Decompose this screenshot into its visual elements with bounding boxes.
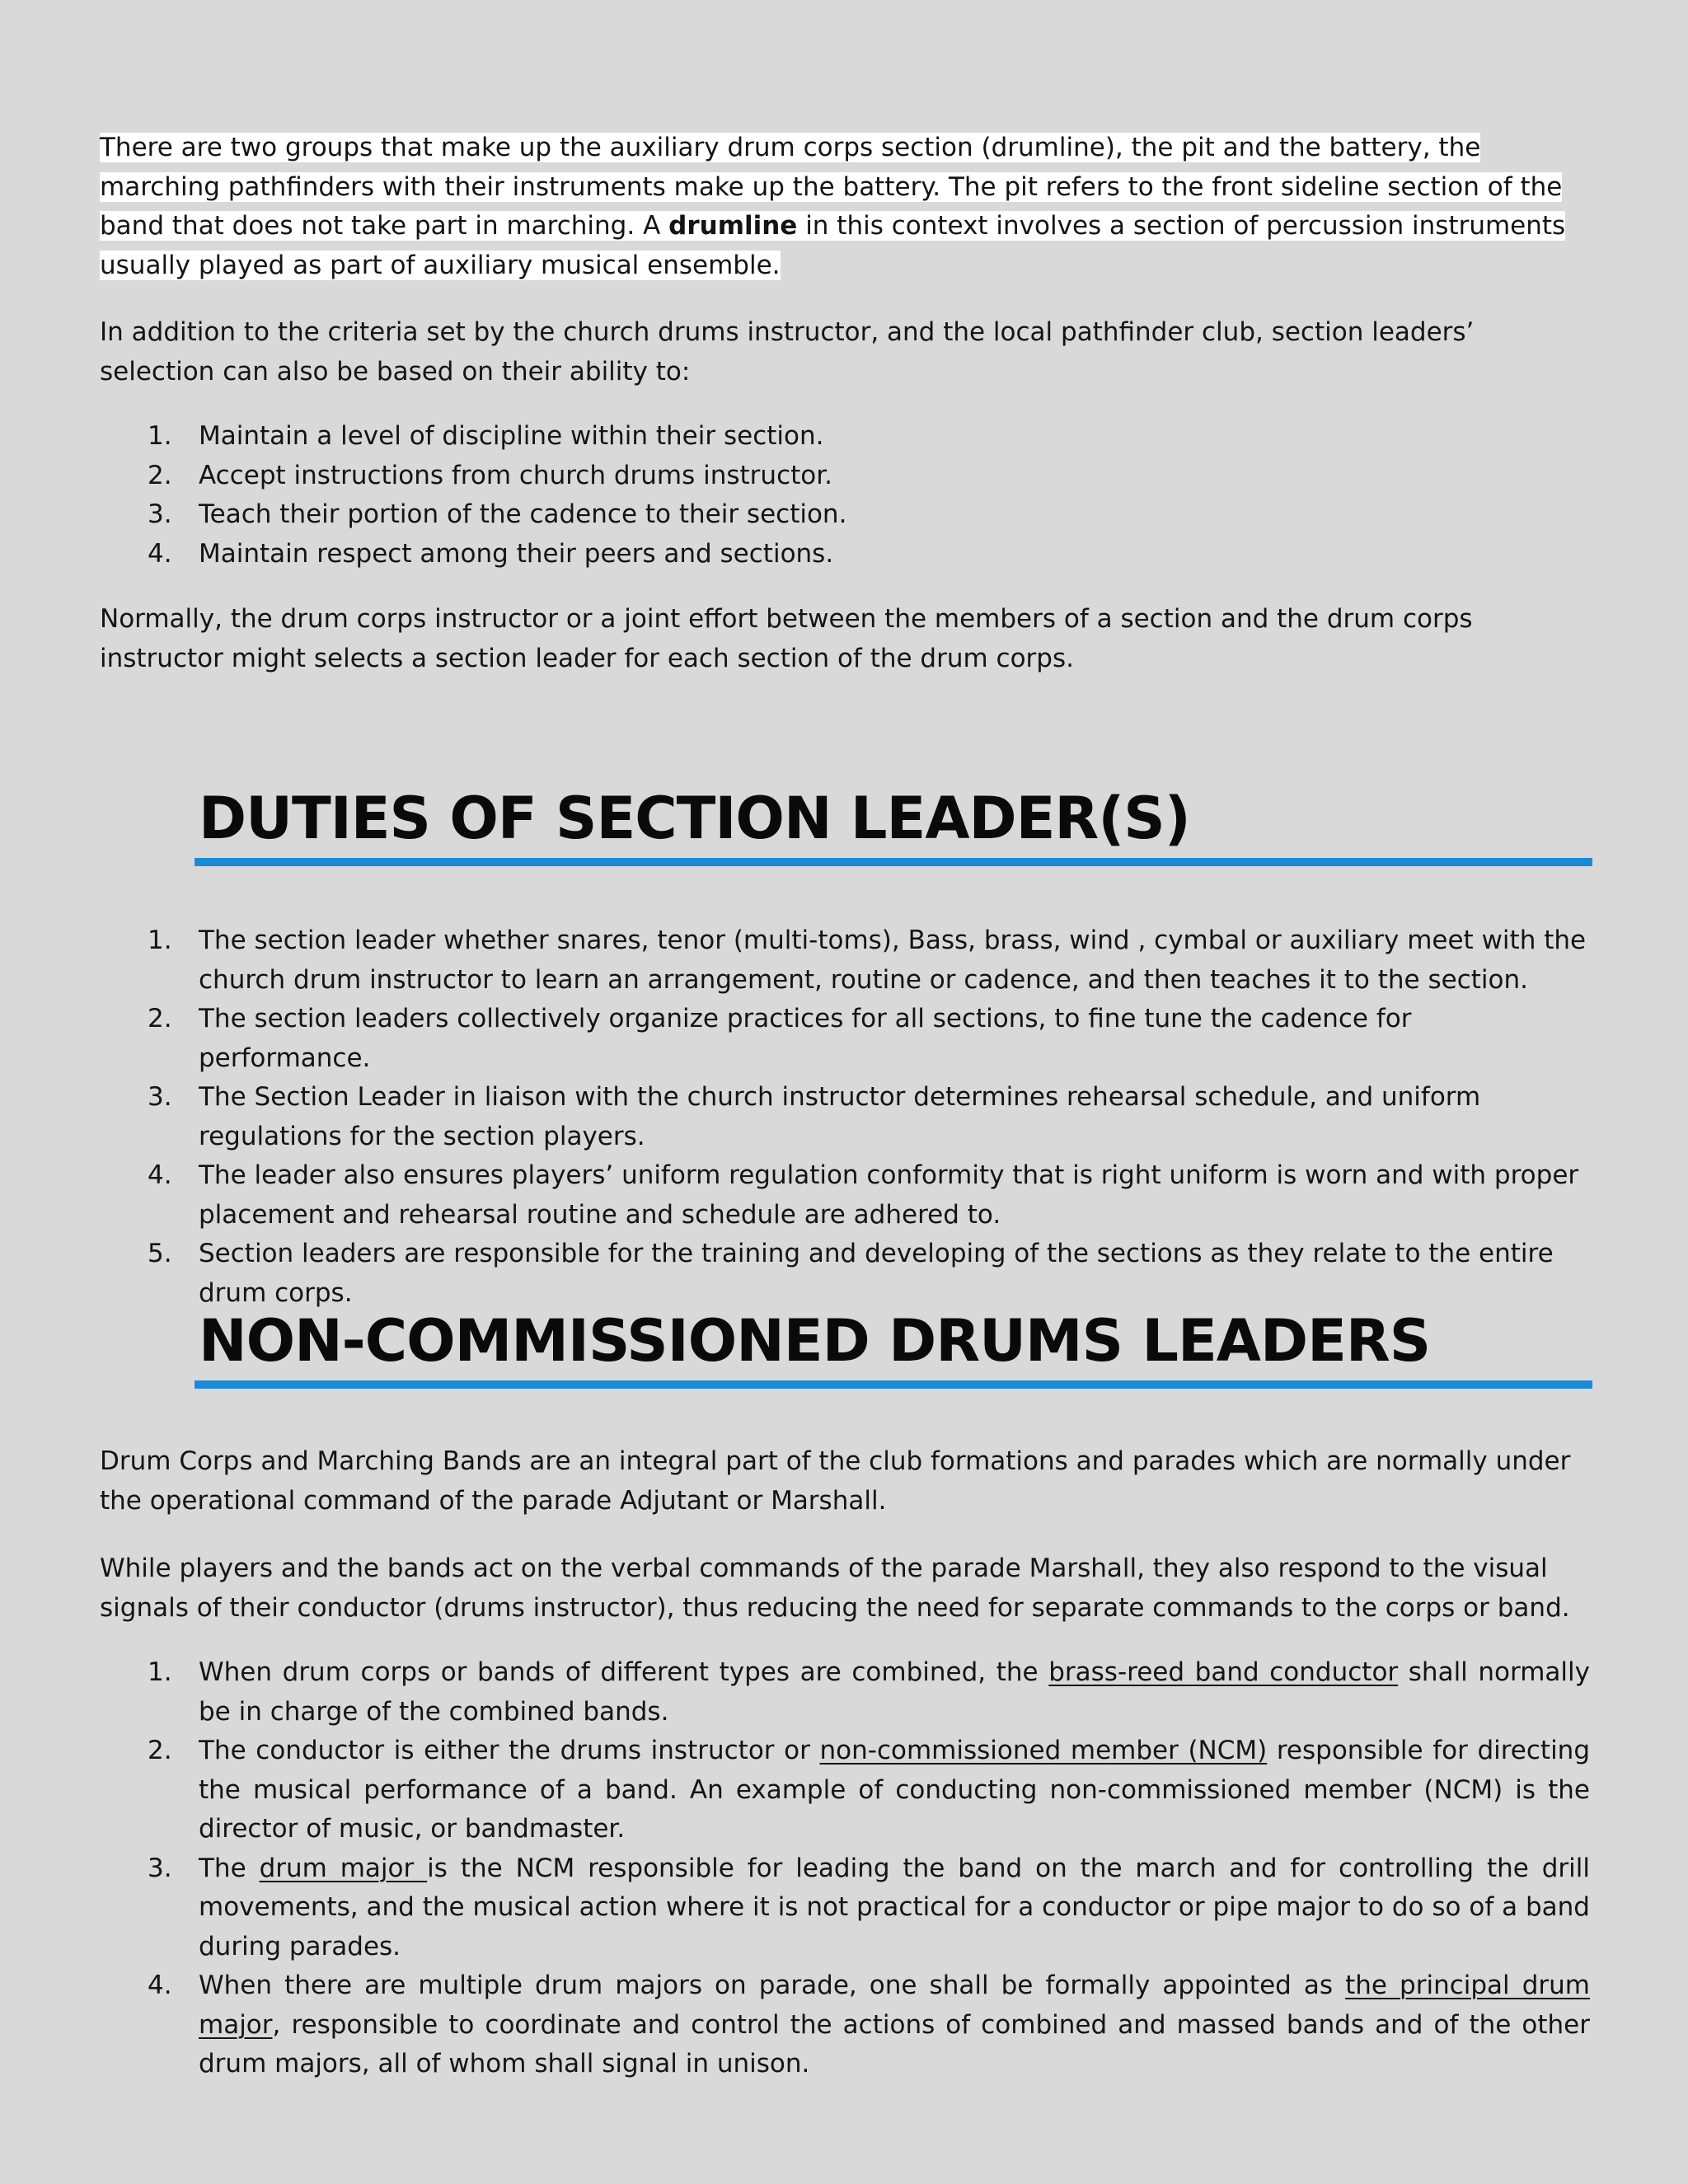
list-item-text: The section leaders collectively organize practices for all sections, to fine tune the cadence for performance. <box>199 1004 1412 1073</box>
ncm-paragraph-1: Drum Corps and Marching Bands are an integral part of the club formations and parades which are normally under the operational command of the parade Adjutant or Marshall. <box>100 1446 1571 1516</box>
criteria-list <box>100 417 1590 574</box>
list-item-text-start: The conductor is either the drums instructor or <box>199 1736 820 1765</box>
heading-underline <box>195 858 1592 866</box>
list-number: 5. <box>148 1239 172 1268</box>
list-item <box>100 1235 1590 1313</box>
list-item <box>100 1156 1590 1235</box>
list-item-text: The Section Leader in liaison with the church instructor determines rehearsal schedule, and uniform regulations for the section players. <box>199 1082 1481 1151</box>
list-number: 2. <box>148 1004 172 1033</box>
list-number: 3. <box>148 1082 172 1112</box>
intro-highlight <box>100 133 1565 280</box>
list-item <box>100 1966 1590 2084</box>
list-item-text: Maintain respect among their peers and sections. <box>199 538 834 569</box>
list-item-text <box>199 1849 1590 1967</box>
list-number: 4. <box>148 538 172 569</box>
principal-drum-major-link[interactable]: the principal drum major <box>199 1971 1590 2040</box>
list-number: 1. <box>148 421 172 451</box>
list-item <box>100 535 1590 574</box>
list-item-text: Section leaders are responsible for the training and developing of the sections as they relate to the entire drum corps. <box>199 1239 1554 1308</box>
duties-list <box>100 921 1590 1313</box>
list-number: 1. <box>148 1657 172 1687</box>
list-item <box>100 1000 1590 1078</box>
list-item <box>100 417 1590 457</box>
list-item-text <box>199 1653 1590 1732</box>
list-number: 3. <box>148 499 172 529</box>
intro-bold-term: drumline <box>668 211 798 241</box>
list-item <box>100 457 1590 496</box>
list-item-text: The section leader whether snares, tenor (multi-toms), Bass, brass, wind , cymbal or auxiliary meet with the church drum instructor to learn an arrangement, routine or cadence, and then teaches it to the section. <box>199 926 1587 995</box>
list-item-text: Teach their portion of the cadence to their section. <box>199 499 847 529</box>
list-number: 4. <box>148 1160 172 1190</box>
list-number: 1. <box>148 926 172 955</box>
ncm-list <box>100 1653 1590 2084</box>
list-item-text <box>199 1966 1590 2084</box>
list-item <box>100 1653 1590 1732</box>
drum-major-link[interactable]: drum major <box>259 1853 428 1883</box>
list-item <box>100 1849 1590 1967</box>
list-number: 2. <box>148 1736 172 1765</box>
list-item-text: Maintain a level of discipline within their section. <box>199 421 824 451</box>
list-item-text-end: responsible for directing the musical performance of a band. An example of conducting non-commissioned member (NCM) is the director of music, or bandmaster. <box>199 1736 1591 1844</box>
selection-note-paragraph: Normally, the drum corps instructor or a joint effort between the members of a section and the drum corps instructor might selects a section leader for each section of the drum corps. <box>100 604 1473 673</box>
duties-heading: DUTIES OF SECTION LEADER(S) <box>199 785 1190 852</box>
list-item-text: Accept instructions from church drums instructor. <box>199 460 832 490</box>
intro-text-start: There are two groups that make up the auxiliary drum corps section (drumline), the pit and the battery, the marching pathfinders with their instruments make up the battery. The pit refers to the front sideline section of the band that does not take part in marching. A <box>100 133 1563 241</box>
list-item-text-start: When drum corps or bands of different types are combined, the <box>199 1657 1049 1687</box>
list-item <box>100 921 1590 1000</box>
list-item-text <box>199 1732 1590 1849</box>
brass-reed-conductor-link[interactable]: brass-reed band conductor <box>1048 1657 1399 1687</box>
intro-text-end: in this context involves a section of percussion instruments usually played as part of auxiliary musical ensemble. <box>100 211 1566 280</box>
intro-paragraph <box>100 129 1590 285</box>
ncm-paragraph-2: While players and the bands act on the verbal commands of the parade Marshall, they also respond to the visual signals of their conductor (drums instructor), thus reducing the need for separate commands to the corps or band. <box>100 1554 1570 1623</box>
list-item-text-start: When there are multiple drum majors on parade, one shall be formally appointed as <box>199 1971 1346 2000</box>
list-number: 3. <box>148 1853 172 1883</box>
list-number: 2. <box>148 460 172 490</box>
ncm-link[interactable]: non-commissioned member (NCM) <box>819 1736 1268 1765</box>
heading-underline <box>195 1380 1592 1389</box>
list-item-text-end: is the NCM responsible for leading the band on the march and for controlling the drill movements, and the musical action where it is not practical for a conductor or pipe major to do so of a band during parades. <box>199 1853 1590 1961</box>
ncm-heading: NON-COMMISSIONED DRUMS LEADERS <box>199 1307 1431 1375</box>
criteria-intro-paragraph: In addition to the criteria set by the church drums instructor, and the local pathfinder club, section leaders’ selection can also be based on their ability to: <box>100 317 1475 387</box>
list-item <box>100 495 1590 535</box>
list-item <box>100 1732 1590 1849</box>
list-item-text-start: The <box>199 1853 260 1883</box>
list-number: 4. <box>148 1971 172 2000</box>
list-item-text-end: shall normally be in charge of the combined bands. <box>199 1657 1590 1727</box>
list-item-text-end: , responsible to coordinate and control the actions of combined and massed bands and of the other drum majors, all of whom shall signal in unison. <box>199 2009 1590 2079</box>
list-item-text: The leader also ensures players’ uniform regulation conformity that is right uniform is worn and with proper placement and rehearsal routine and schedule are adhered to. <box>199 1160 1579 1230</box>
list-item <box>100 1078 1590 1156</box>
